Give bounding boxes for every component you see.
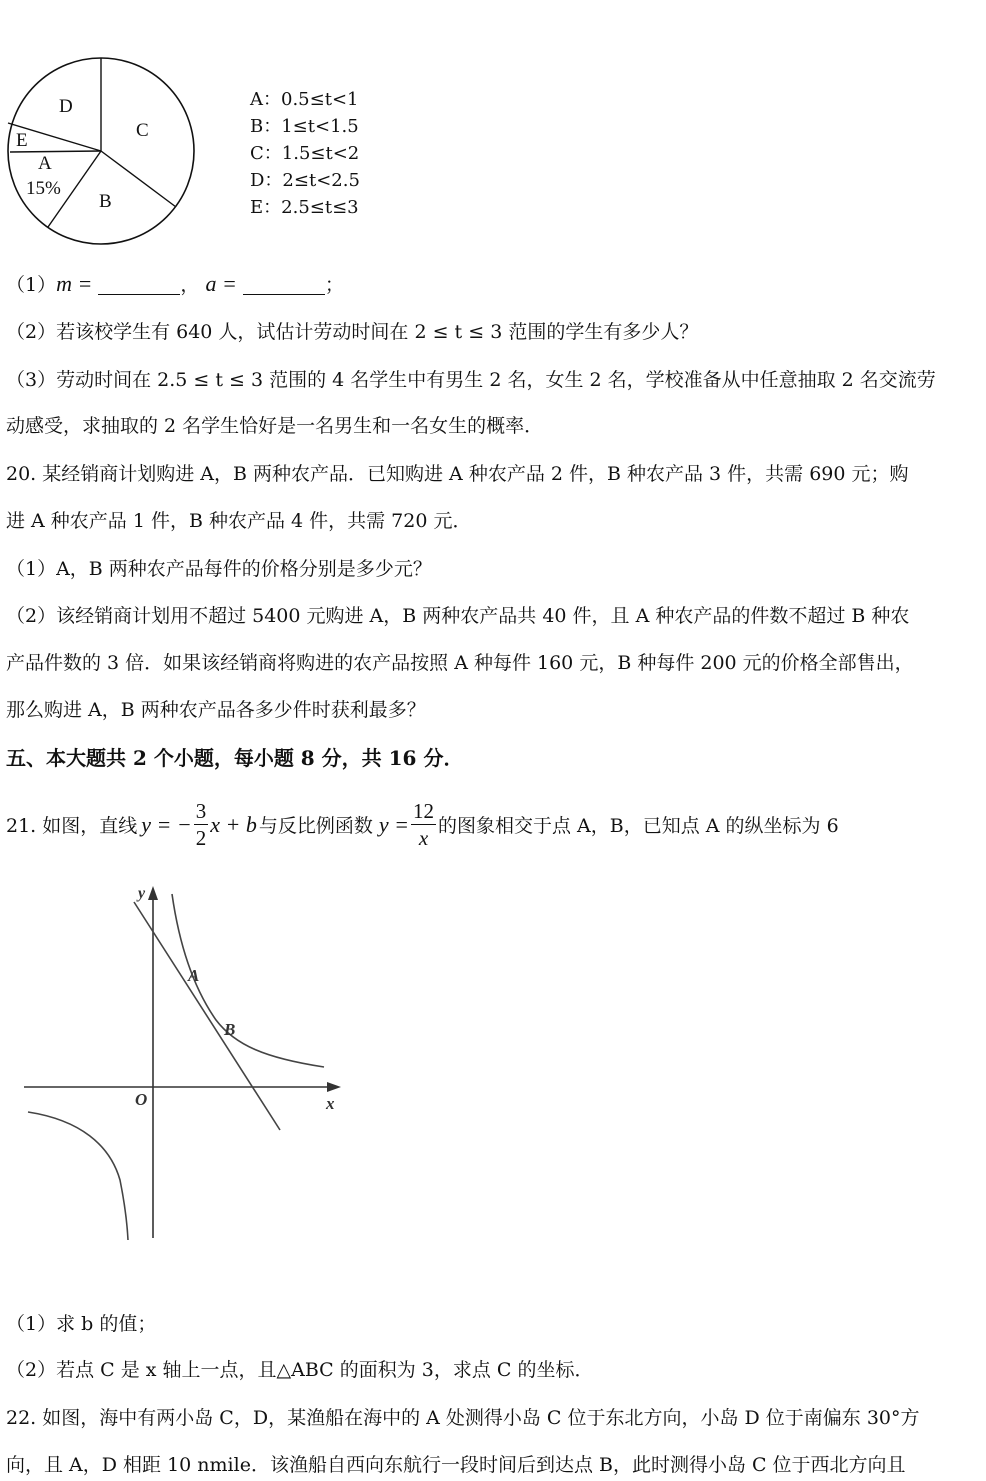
pie-label-c: C (136, 120, 149, 141)
pie-label-a: A (38, 153, 52, 174)
pie-label-e: E (16, 130, 28, 151)
q20-stem-line1: 20. 某经销商计划购进 A，B 两种农产品．已知购进 A 种农产品 2 件，B 种农产品 3 件，共需 690 元；购 (6, 463, 909, 485)
x-axis-label: x (326, 1094, 335, 1113)
legend-item-d: D：2≤t<2.5 (250, 170, 360, 191)
pie-chart (0, 55, 200, 250)
q21-stem: 21. 如图，直线 y = − $\frac{3}{2}$ x + b 与反比例函数 y = $\frac{12}{x}$ 的图象相交于点 A，B，已知点 A 的纵坐标为 6 (6, 799, 839, 850)
x-axis-arrow-icon (327, 1082, 341, 1092)
q19-part2: （2）若该校学生有 640 人，试估计劳动时间在 2 ≤ t ≤ 3 范围的学生有多少人？ (6, 321, 699, 343)
q19-part1: （1）m = ， a = ； (6, 271, 344, 296)
q20-part2-line3: 那么购进 A，B 两种农产品各多少件时获利最多？ (6, 699, 426, 721)
function-graph (20, 880, 350, 1245)
q22-stem-line2: 向，且 A，D 相距 10 nmile．该渔船自西向东航行一段时间后到达点 B，此时测得小岛 C 位于西北方向且 (6, 1454, 906, 1476)
fraction-twelve-over-x: $\frac{12}{x}$ (413, 799, 434, 850)
q21-part2: （2）若点 C 是 x 轴上一点，且△ABC 的面积为 3，求点 C 的坐标． (6, 1359, 594, 1381)
pie-label-b: B (99, 191, 112, 212)
answer-blank-m[interactable] (98, 276, 180, 295)
pie-divider-bc (101, 151, 176, 207)
legend-item-a: A：0.5≤t<1 (250, 89, 359, 110)
q20-stem-line2: 进 A 种农产品 1 件，B 种农产品 4 件，共需 720 元． (6, 510, 472, 532)
pie-label-a-percent: 15% (26, 178, 61, 199)
legend-item-e: E：2.5≤t≤3 (250, 197, 359, 218)
q19-part3-line1: （3）劳动时间在 2.5 ≤ t ≤ 3 范围的 4 名学生中有男生 2 名，女生 2 名，学校准备从中任意抽取 2 名交流劳 (6, 369, 936, 391)
legend-item-b: B：1≤t<1.5 (250, 116, 359, 137)
y-axis-label: y (138, 885, 146, 902)
pie-divider-ea (10, 151, 101, 152)
legend-item-c: C：1.5≤t<2 (250, 143, 360, 164)
hyperbola-branch-third-quadrant (28, 1112, 128, 1240)
q20-part2-line2: 产品件数的 3 倍．如果该经销商将购进的农产品按照 A 种每件 160 元，B 种每件 200 元的价格全部售出， (6, 652, 914, 674)
q22-stem-line1: 22. 如图，海中有两小岛 C，D，某渔船在海中的 A 处测得小岛 C 位于东北方向，小岛 D 位于南偏东 30°方 (6, 1407, 920, 1429)
origin-label: O (135, 1090, 148, 1109)
section-five-heading: 五、本大题共 2 个小题，每小题 8 分，共 16 分． (6, 746, 464, 770)
point-b-label: B (224, 1020, 236, 1039)
q20-part1: （1）A，B 两种农产品每件的价格分别是多少元？ (6, 558, 432, 580)
y-axis-arrow-icon (148, 886, 158, 900)
q19-part3-line2: 动感受，求抽取的 2 名学生恰好是一名男生和一名女生的概率． (6, 415, 544, 437)
answer-blank-a[interactable] (243, 276, 325, 295)
fraction-three-halves: $\frac{3}{2}$ (195, 799, 207, 850)
straight-line (134, 902, 280, 1130)
q21-part1: （1）求 b 的值； (6, 1313, 157, 1335)
q20-part2-line1: （2）该经销商计划用不超过 5400 元购进 A，B 两种农产品共 40 件，且 A 种农产品的件数不超过 B 种农 (6, 605, 910, 627)
point-a-label: A (188, 966, 200, 985)
pie-label-d: D (59, 96, 73, 117)
